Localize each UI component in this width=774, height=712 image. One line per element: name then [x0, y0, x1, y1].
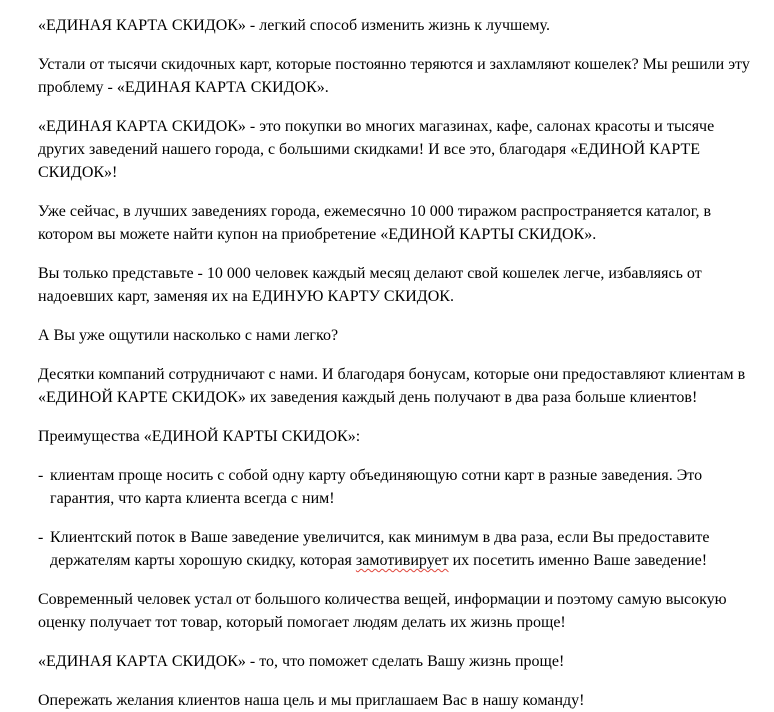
paragraph: Уже сейчас, в лучших заведениях города, ежемесячно 10 000 тиражом распространяется каталог, в котором вы можете найти купон на приобретение «ЕДИНОЙ КАРТЫ СКИДОК». [38, 203, 712, 243]
paragraph: А Вы уже ощутили насколько с нами легко? [38, 327, 339, 344]
paragraph: Десятки компаний сотрудничают с нами. И благодаря бонусам, которые они предоставляют клиентам в «ЕДИНОЙ КАРТЕ СКИДОК» их заведения каждый день получают в два раза больше клиентов! [38, 366, 746, 406]
paragraph: Вы только представьте - 10 000 человек каждый месяц делают свой кошелек легче, избавляясь от надоевших карт, заменяя их на ЕДИНУЮ КАРТУ СКИДОК. [38, 265, 702, 305]
list-item-text: клиентам проще носить с собой одну карту объединяющую сотни карт в разные заведения. Это гарантия, что карта клиента всегда с ним! [50, 467, 703, 507]
list-dash: - [38, 529, 44, 546]
list-item [38, 526, 754, 572]
list-item-text-before: Клиентский поток в Ваше заведение увеличится, как минимум в два раза, если Вы предоставите держателям карты хорошую скидку, которая [50, 529, 710, 569]
list-item-text [50, 529, 709, 569]
list-dash: - [38, 467, 44, 484]
paragraph: Устали от тысячи скидочных карт, которые постоянно теряются и захламляют кошелек? Мы решили эту проблему - «ЕДИНАЯ КАРТА СКИДОК». [38, 56, 750, 96]
list-item [38, 464, 754, 510]
paragraph: «ЕДИНАЯ КАРТА СКИДОК» - то, что поможет сделать Вашу жизнь проще! [38, 653, 565, 670]
paragraph: Современный человек устал от большого количества вещей, информации и поэтому самую высокую оценку получает тот товар, который помогает людям делать их жизнь проще! [38, 591, 727, 631]
list-item-text-after: их посетить именно Ваше заведение! [448, 552, 708, 569]
paragraph: Опережать желания клиентов наша цель и мы приглашаем Вас в нашу команду! [38, 692, 585, 709]
paragraph: «ЕДИНАЯ КАРТА СКИДОК» - легкий способ изменить жизнь к лучшему. [38, 17, 550, 34]
misspelled-word[interactable]: замотивирует [355, 552, 449, 569]
list-heading: Преимущества «ЕДИНОЙ КАРТЫ СКИДОК»: [38, 428, 361, 445]
paragraph: «ЕДИНАЯ КАРТА СКИДОК» - это покупки во многих магазинах, кафе, салонах красоты и тысяче других заведений нашего города, с большими скидками! И все это, благодаря «ЕДИНОЙ КАРТЕ СКИДОК»! [38, 118, 715, 181]
